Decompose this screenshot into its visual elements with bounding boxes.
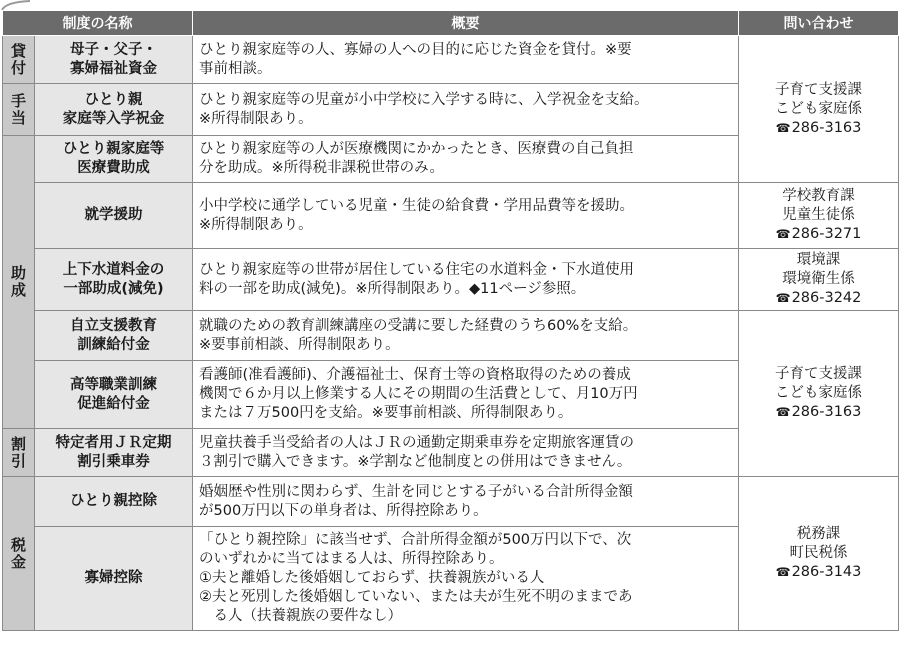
program-name: 高等職業訓練 促進給付金 (35, 361, 193, 429)
program-summary: 小中学校に通学している児童・生徒の給食費・学用品費等を援助。 ※所得制限あり。 (193, 183, 739, 249)
program-summary: ひとり親家庭等の人、寡婦の人への目的に応じた資金を貸付。※要 事前相談。 (193, 36, 739, 84)
program-summary: 看護師(准看護師)、介護福祉士、保育士等の資格取得のための養成 機関で６か月以上修業する人にその期間の生活費として、月10万円 または７万500円を支給。※要事前相談、所得制限あり。 (193, 361, 739, 429)
phone-icon: ☎ 286-3271 (739, 225, 898, 244)
phone-icon: ☎ 286-3242 (739, 289, 898, 308)
table-row (3, 36, 899, 84)
program-summary: 就職のための教育訓練講座の受講に要した経費のうち60%を支給。 ※要事前相談、所得制限あり。 (193, 311, 739, 361)
support-table (2, 10, 899, 631)
program-name: 寡婦控除 (35, 527, 193, 631)
program-name: 上下水道料金の 一部助成(減免) (35, 249, 193, 311)
program-summary: ひとり親家庭等の児童が小中学校に入学する時に、入学祝金を支給。 ※所得制限あり。 (193, 84, 739, 136)
program-summary: 婚姻歴や性別に関わらず、生計を同じとする子がいる合計所得金額 が500万円以下の単身者は、所得控除あり。 (193, 477, 739, 527)
program-summary: 「ひとり親控除」に該当せず、合計所得金額が500万円以下で、次 のいずれかに当てはまる人は、所得控除あり。 ①夫と離婚した後婚姻しておらず、扶養親族がいる人 ②夫と死別した後婚姻していない、または夫が生死不明のままであ る人（扶養親族の要件なし） (193, 527, 739, 631)
table-row (3, 249, 899, 311)
program-name: ひとり親控除 (35, 477, 193, 527)
contact-zeimu: 税務課 町民税係 ☎ 286-3143 (739, 477, 899, 631)
header-contact: 問い合わせ (739, 11, 899, 36)
category-waribiki: 割引 (3, 429, 35, 477)
contact-kosodate-2: 子育て支援課 こども家庭係 ☎ 286-3163 (739, 311, 899, 477)
header-row (3, 11, 899, 36)
phone-icon: ☎ 286-3143 (739, 563, 898, 582)
category-kashitsuke: 貸付 (3, 36, 35, 84)
header-summary: 概要 (193, 11, 739, 36)
phone-icon: ☎ 286-3163 (739, 119, 898, 138)
table-row (3, 477, 899, 527)
header-name: 制度の名称 (3, 11, 193, 36)
contact-kankyo: 環境課 環境衛生係 ☎ 286-3242 (739, 249, 899, 311)
program-name: 就学援助 (35, 183, 193, 249)
program-summary: ひとり親家庭等の世帯が居住している住宅の水道料金・下水道使用 料の一部を助成(減免)。※所得制限あり。◆11ページ参照。 (193, 249, 739, 311)
contact-gakko: 学校教育課 児童生徒係 ☎ 286-3271 (739, 183, 899, 249)
program-name: 自立支援教育 訓練給付金 (35, 311, 193, 361)
category-teate: 手当 (3, 84, 35, 136)
program-name: 母子・父子・ 寡婦福祉資金 (35, 36, 193, 84)
program-summary: ひとり親家庭等の人が医療機関にかかったとき、医療費の自己負担 分を助成。※所得税非課税世帯のみ。 (193, 136, 739, 183)
program-name: ひとり親家庭等 医療費助成 (35, 136, 193, 183)
program-name: ひとり親 家庭等入学祝金 (35, 84, 193, 136)
corner-decoration (0, 0, 30, 10)
table-row (3, 311, 899, 361)
program-name: 特定者用ＪＲ定期 割引乗車券 (35, 429, 193, 477)
phone-icon: ☎ 286-3163 (739, 403, 898, 422)
program-summary: 児童扶養手当受給者の人はＪＲの通勤定期乗車券を定期旅客運賃の ３割引で購入できます。※学割など他制度との併用はできません。 (193, 429, 739, 477)
table-row (3, 183, 899, 249)
category-zeikin: 税金 (3, 477, 35, 631)
category-josei: 助成 (3, 136, 35, 429)
contact-kosodate: 子育て支援課 こども家庭係 ☎ 286-3163 (739, 36, 899, 183)
